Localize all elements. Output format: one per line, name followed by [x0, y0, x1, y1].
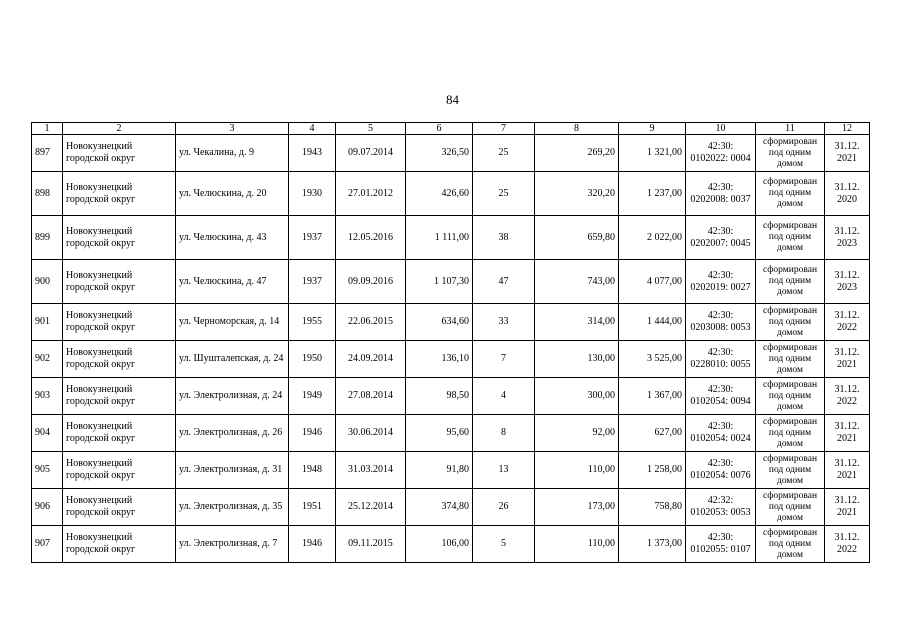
- cell-district: Новокузнецкий городской округ: [63, 304, 176, 341]
- cell-status: сформирован под одним домом: [756, 378, 825, 415]
- cell-date: 27.08.2014: [336, 378, 406, 415]
- cell-row-number: 902: [32, 341, 63, 378]
- cell-living-area: 110,00: [535, 452, 619, 489]
- cell-row-number: 898: [32, 172, 63, 216]
- cell-residents: 13: [473, 452, 535, 489]
- cell-value: 758,80: [619, 489, 686, 526]
- cell-date: 22.06.2015: [336, 304, 406, 341]
- cell-living-area: 130,00: [535, 341, 619, 378]
- cell-cadastral-number: 42:30: 0102022: 0004: [686, 135, 756, 172]
- cell-district: Новокузнецкий городской округ: [63, 526, 176, 563]
- cell-residents: 25: [473, 135, 535, 172]
- cell-status: сформирован под одним домом: [756, 216, 825, 260]
- cell-row-number: 897: [32, 135, 63, 172]
- cell-year: 1950: [289, 341, 336, 378]
- cell-year: 1955: [289, 304, 336, 341]
- cell-living-area: 320,20: [535, 172, 619, 216]
- cell-value: 1 321,00: [619, 135, 686, 172]
- cell-year: 1930: [289, 172, 336, 216]
- cell-district: Новокузнецкий городской округ: [63, 341, 176, 378]
- page-number: 84: [446, 92, 459, 107]
- cell-deadline: 31.12. 2022: [825, 304, 870, 341]
- cell-deadline: 31.12. 2020: [825, 172, 870, 216]
- cell-living-area: 269,20: [535, 135, 619, 172]
- cell-area: 1 111,00: [406, 216, 473, 260]
- cell-date: 12.05.2016: [336, 216, 406, 260]
- column-header: 11: [756, 123, 825, 135]
- cell-value: 2 022,00: [619, 216, 686, 260]
- cell-year: 1946: [289, 415, 336, 452]
- column-header: 12: [825, 123, 870, 135]
- cell-cadastral-number: 42:30: 0202008: 0037: [686, 172, 756, 216]
- cell-row-number: 900: [32, 260, 63, 304]
- cell-date: 09.07.2014: [336, 135, 406, 172]
- column-number-row: [32, 123, 870, 135]
- cell-area: 106,00: [406, 526, 473, 563]
- table-row: [32, 216, 870, 260]
- cell-value: 3 525,00: [619, 341, 686, 378]
- table-row: [32, 526, 870, 563]
- cell-deadline: 31.12. 2022: [825, 378, 870, 415]
- cell-district: Новокузнецкий городской округ: [63, 378, 176, 415]
- cell-value: 1 258,00: [619, 452, 686, 489]
- cell-district: Новокузнецкий городской округ: [63, 260, 176, 304]
- cell-cadastral-number: 42:30: 0102054: 0094: [686, 378, 756, 415]
- cell-deadline: 31.12. 2021: [825, 452, 870, 489]
- cell-date: 24.09.2014: [336, 341, 406, 378]
- cell-area: 374,80: [406, 489, 473, 526]
- cell-row-number: 903: [32, 378, 63, 415]
- cell-residents: 47: [473, 260, 535, 304]
- cell-living-area: 110,00: [535, 526, 619, 563]
- table-row: [32, 489, 870, 526]
- cell-deadline: 31.12. 2023: [825, 216, 870, 260]
- cell-area: 1 107,30: [406, 260, 473, 304]
- cell-year: 1937: [289, 216, 336, 260]
- cell-living-area: 314,00: [535, 304, 619, 341]
- cell-address: ул. Электролизная, д. 7: [176, 526, 289, 563]
- cell-year: 1951: [289, 489, 336, 526]
- cell-district: Новокузнецкий городской округ: [63, 216, 176, 260]
- cell-cadastral-number: 42:30: 0203008: 0053: [686, 304, 756, 341]
- cell-cadastral-number: 42:32: 0102053: 0053: [686, 489, 756, 526]
- cell-living-area: 92,00: [535, 415, 619, 452]
- cell-value: 1 237,00: [619, 172, 686, 216]
- cell-cadastral-number: 42:30: 0102054: 0076: [686, 452, 756, 489]
- cell-district: Новокузнецкий городской округ: [63, 135, 176, 172]
- housing-registry-table: [31, 122, 870, 563]
- table-row: [32, 452, 870, 489]
- cell-district: Новокузнецкий городской округ: [63, 415, 176, 452]
- cell-value: 627,00: [619, 415, 686, 452]
- cell-status: сформирован под одним домом: [756, 341, 825, 378]
- cell-date: 09.09.2016: [336, 260, 406, 304]
- cell-cadastral-number: 42:30: 0102055: 0107: [686, 526, 756, 563]
- table-row: [32, 378, 870, 415]
- cell-address: ул. Челюскина, д. 20: [176, 172, 289, 216]
- cell-status: сформирован под одним домом: [756, 526, 825, 563]
- cell-date: 09.11.2015: [336, 526, 406, 563]
- column-header: 5: [336, 123, 406, 135]
- column-header: 6: [406, 123, 473, 135]
- table-row: [32, 172, 870, 216]
- cell-address: ул. Челюскина, д. 43: [176, 216, 289, 260]
- cell-year: 1948: [289, 452, 336, 489]
- cell-area: 91,80: [406, 452, 473, 489]
- cell-living-area: 659,80: [535, 216, 619, 260]
- cell-date: 25.12.2014: [336, 489, 406, 526]
- column-header: 8: [535, 123, 619, 135]
- table-row: [32, 135, 870, 172]
- cell-year: 1943: [289, 135, 336, 172]
- cell-residents: 38: [473, 216, 535, 260]
- cell-living-area: 743,00: [535, 260, 619, 304]
- column-header: 9: [619, 123, 686, 135]
- cell-date: 27.01.2012: [336, 172, 406, 216]
- table-row: [32, 415, 870, 452]
- cell-address: ул. Шушталепская, д. 24: [176, 341, 289, 378]
- cell-year: 1949: [289, 378, 336, 415]
- cell-address: ул. Челюскина, д. 47: [176, 260, 289, 304]
- cell-residents: 7: [473, 341, 535, 378]
- column-header: 1: [32, 123, 63, 135]
- cell-deadline: 31.12. 2023: [825, 260, 870, 304]
- cell-area: 426,60: [406, 172, 473, 216]
- cell-deadline: 31.12. 2021: [825, 415, 870, 452]
- cell-district: Новокузнецкий городской округ: [63, 489, 176, 526]
- cell-deadline: 31.12. 2022: [825, 526, 870, 563]
- table-body: [32, 135, 870, 563]
- cell-residents: 25: [473, 172, 535, 216]
- cell-living-area: 300,00: [535, 378, 619, 415]
- cell-district: Новокузнецкий городской округ: [63, 172, 176, 216]
- table-row: [32, 341, 870, 378]
- cell-status: сформирован под одним домом: [756, 172, 825, 216]
- cell-value: 1 367,00: [619, 378, 686, 415]
- cell-address: ул. Электролизная, д. 35: [176, 489, 289, 526]
- cell-deadline: 31.12. 2021: [825, 489, 870, 526]
- cell-status: сформирован под одним домом: [756, 415, 825, 452]
- table-row: [32, 260, 870, 304]
- column-header: 2: [63, 123, 176, 135]
- cell-value: 1 444,00: [619, 304, 686, 341]
- cell-row-number: 905: [32, 452, 63, 489]
- cell-date: 30.06.2014: [336, 415, 406, 452]
- cell-residents: 26: [473, 489, 535, 526]
- cell-cadastral-number: 42:30: 0202007: 0045: [686, 216, 756, 260]
- cell-status: сформирован под одним домом: [756, 135, 825, 172]
- cell-status: сформирован под одним домом: [756, 452, 825, 489]
- cell-year: 1937: [289, 260, 336, 304]
- cell-area: 136,10: [406, 341, 473, 378]
- cell-area: 634,60: [406, 304, 473, 341]
- cell-residents: 5: [473, 526, 535, 563]
- cell-residents: 4: [473, 378, 535, 415]
- cell-living-area: 173,00: [535, 489, 619, 526]
- cell-residents: 8: [473, 415, 535, 452]
- cell-area: 326,50: [406, 135, 473, 172]
- cell-address: ул. Черноморская, д. 14: [176, 304, 289, 341]
- column-header: 7: [473, 123, 535, 135]
- cell-deadline: 31.12. 2021: [825, 341, 870, 378]
- cell-deadline: 31.12. 2021: [825, 135, 870, 172]
- cell-cadastral-number: 42:30: 0202019: 0027: [686, 260, 756, 304]
- cell-value: 1 373,00: [619, 526, 686, 563]
- cell-cadastral-number: 42:30: 0102054: 0024: [686, 415, 756, 452]
- column-header: 4: [289, 123, 336, 135]
- cell-row-number: 906: [32, 489, 63, 526]
- column-header: 10: [686, 123, 756, 135]
- cell-year: 1946: [289, 526, 336, 563]
- cell-row-number: 904: [32, 415, 63, 452]
- cell-date: 31.03.2014: [336, 452, 406, 489]
- cell-cadastral-number: 42:30: 0228010: 0055: [686, 341, 756, 378]
- table-row: [32, 304, 870, 341]
- cell-address: ул. Электролизная, д. 24: [176, 378, 289, 415]
- cell-address: ул. Чекалина, д. 9: [176, 135, 289, 172]
- cell-status: сформирован под одним домом: [756, 489, 825, 526]
- cell-area: 98,50: [406, 378, 473, 415]
- cell-district: Новокузнецкий городской округ: [63, 452, 176, 489]
- cell-row-number: 899: [32, 216, 63, 260]
- column-header: 3: [176, 123, 289, 135]
- cell-status: сформирован под одним домом: [756, 304, 825, 341]
- cell-area: 95,60: [406, 415, 473, 452]
- cell-row-number: 901: [32, 304, 63, 341]
- cell-status: сформирован под одним домом: [756, 260, 825, 304]
- cell-address: ул. Электролизная, д. 31: [176, 452, 289, 489]
- cell-address: ул. Электролизная, д. 26: [176, 415, 289, 452]
- cell-value: 4 077,00: [619, 260, 686, 304]
- cell-row-number: 907: [32, 526, 63, 563]
- cell-residents: 33: [473, 304, 535, 341]
